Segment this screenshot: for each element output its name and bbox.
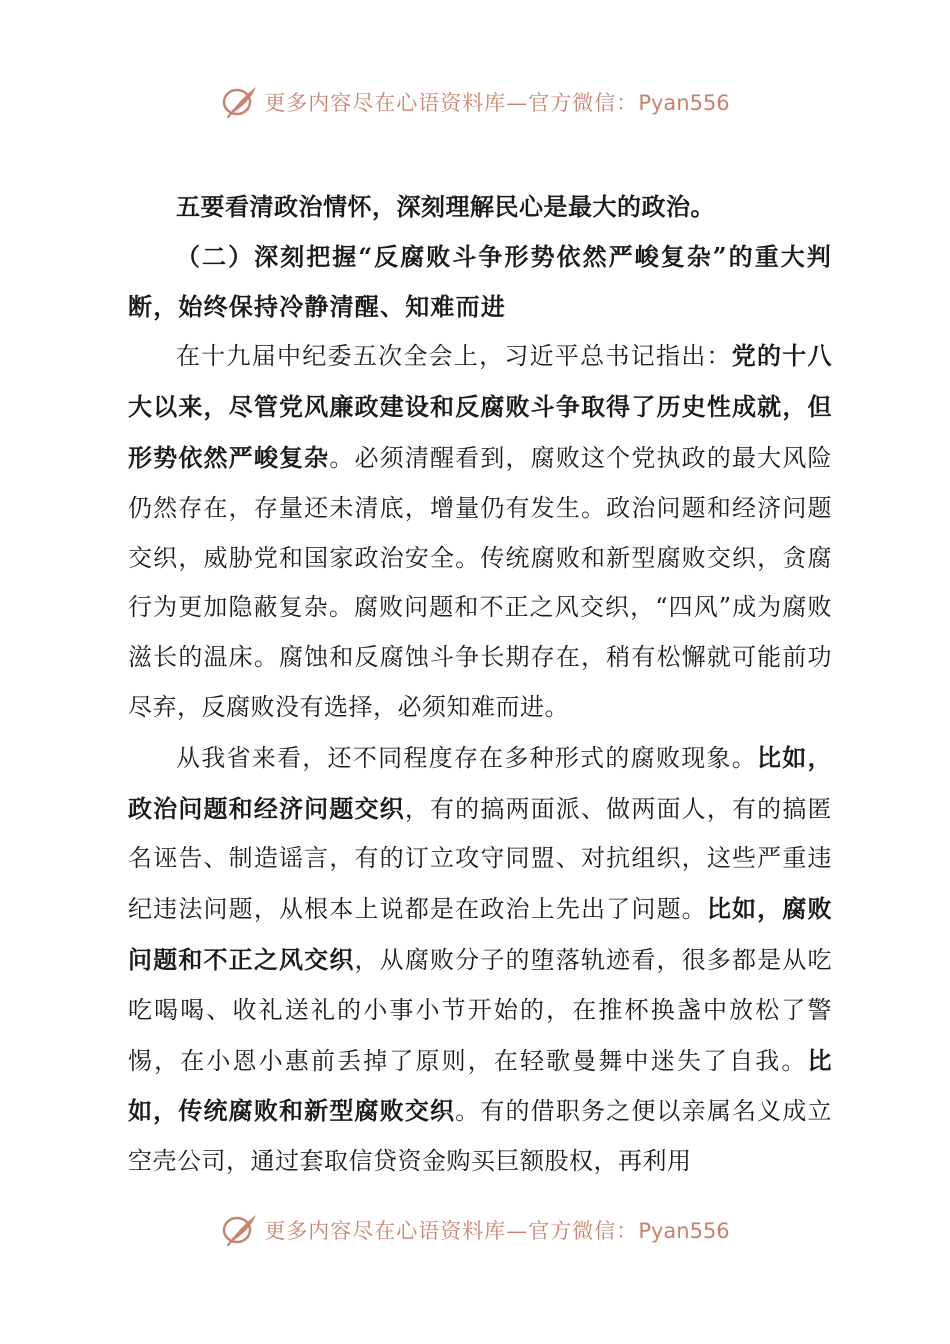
paragraph-segment-bold: 比如，政治问题和经济问题交织: [128, 742, 833, 823]
wechat-id: Pyan556: [638, 1219, 730, 1243]
watermark-text: 更多内容尽在心语资料库—官方微信：Pyan556: [264, 91, 730, 115]
paragraph-segment: 五要看清政治情怀，深刻理解民心是最大的政治。: [176, 192, 715, 221]
quill-logo-icon: [220, 1210, 260, 1250]
paragraph-segment-bold: 比如，传统腐败和新型腐败交织: [128, 1045, 832, 1126]
paragraph-segment: 从我省来看，还不同程度存在多种形式的腐败现象。: [176, 743, 757, 772]
paragraph-segment: （二）深刻把握“反腐败斗争形势依然严峻复杂”的重大判断，始终保持冷静清醒、知难而进: [128, 241, 832, 321]
wechat-id: Pyan556: [638, 91, 730, 115]
paragraph-segment: ，从腐败分子的堕落轨迹看，很多都是从吃吃喝喝、收礼送礼的小事小节开始的，在推杯换盏中放松了警惕，在小恩小惠前丢掉了原则，在轻歌曼舞中迷失了自我。: [128, 945, 832, 1075]
section-heading: [128, 232, 832, 332]
header-watermark: [0, 82, 950, 122]
footer-watermark: [0, 1210, 950, 1250]
paragraph-segment: ，有的搞两面派、做两面人，有的搞匿名诬告、制造谣言，有的订立攻守同盟、对抗组织，这些严重违纪违法问题，从根本上说都是在政治上先出了问题。: [128, 794, 833, 924]
watermark-text: 更多内容尽在心语资料库—官方微信：Pyan556: [264, 1219, 730, 1243]
document-body: [128, 182, 832, 1187]
paragraph-body: [128, 733, 832, 1187]
paragraph-segment: 。有的借职务之便以亲属名义成立空壳公司，通过套取信贷资金购买巨额股权，再利用: [128, 1097, 833, 1176]
paragraph-segment-bold: 党的十八大以来，尽管党风廉政建设和反腐败斗争取得了历史性成就，但形势依然严峻复杂: [128, 341, 832, 472]
quill-logo-icon: [220, 82, 260, 122]
paragraph-segment: 。必须清醒看到，腐败这个党执政的最大风险仍然存在，存量还未清底，增量仍有发生。政治问题和经济问题交织，威胁党和国家政治安全。传统腐败和新型腐败交织，贪腐行为更加隐蔽复杂。腐败问题和不正之风交织，“四风”成为腐败滋长的温床。腐蚀和反腐蚀斗争长期存在，稍有松懈就可能前功尽弃，反腐败没有选择，必须知难而进。: [128, 443, 833, 721]
paragraph-segment-bold: 比如，腐败问题和不正之风交织: [128, 894, 833, 974]
paragraph-body: [128, 331, 832, 732]
paragraph-segment: 在十九届中纪委五次全会上，习近平总书记指出：: [176, 342, 732, 371]
paragraph-heading: [128, 182, 832, 232]
